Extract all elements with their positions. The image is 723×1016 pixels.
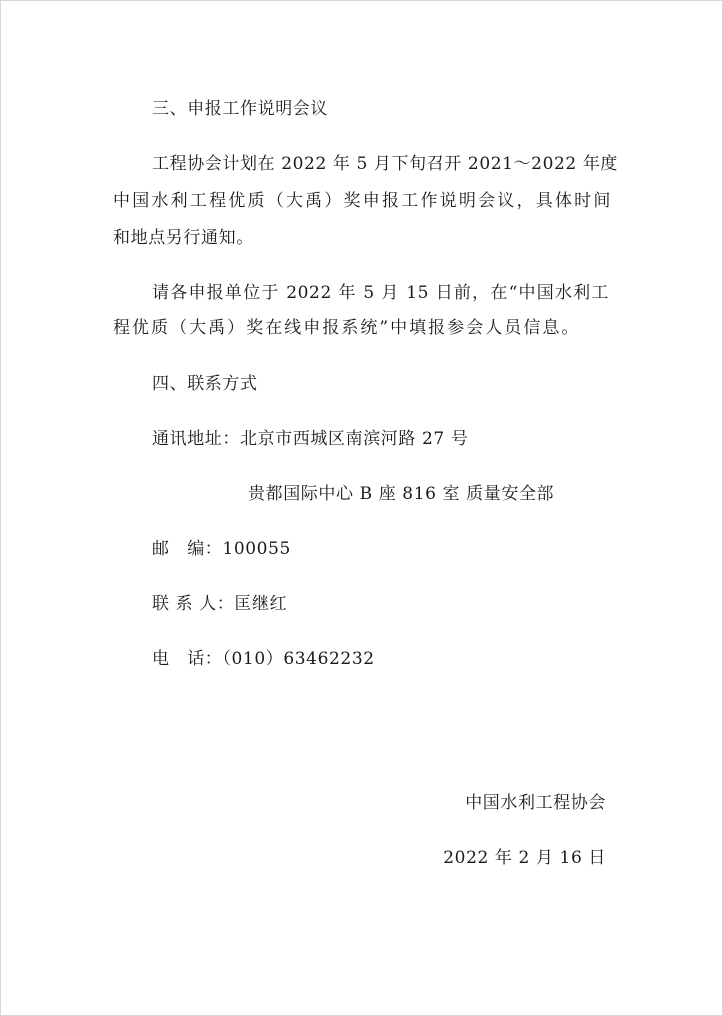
meeting-paragraph-2-line-1 [152, 283, 609, 303]
meeting-paragraph-2-line-2-text: 程优质（大禹）奖在线申报系统”中填报参会人员信息。 [113, 318, 579, 338]
address-value: 北京市西城区南滨河路 27 号 [240, 429, 469, 449]
address-line-2: 贵都国际中心 B 座 816 室 质量安全部 [248, 484, 555, 504]
postcode-value: 100055 [222, 539, 291, 559]
section-heading-meeting: 三、申报工作说明会议 [152, 99, 328, 119]
contact-person-row [152, 594, 287, 614]
postcode-label: 邮 编： [152, 539, 223, 559]
meeting-paragraph-2-line-2 [113, 318, 579, 338]
meeting-paragraph-1-line-1-text: 工程协会计划在 2022 年 5 月下旬召开 2021～2022 年度 [152, 154, 619, 174]
signature-organization: 中国水利工程协会 [465, 793, 606, 813]
meeting-paragraph-1-line-2 [113, 191, 611, 211]
address-row [152, 429, 468, 449]
meeting-paragraph-1-line-1 [152, 154, 619, 174]
phone-value: （010）63462232 [222, 649, 375, 669]
contact-person-value: 匡继红 [234, 594, 288, 614]
section-heading-contact: 四、联系方式 [152, 374, 258, 394]
postcode-row [152, 539, 291, 559]
phone-label: 电 话： [152, 649, 223, 669]
address-label: 通讯地址： [152, 429, 240, 449]
signature-date: 2022 年 2 月 16 日 [443, 848, 606, 868]
meeting-paragraph-1-line-3: 和地点另行通知。 [113, 228, 254, 248]
meeting-paragraph-1-line-2-text: 中国水利工程优质（大禹）奖申报工作说明会议，具体时间 [113, 191, 611, 211]
contact-person-label: 联 系 人： [152, 594, 235, 614]
phone-row [152, 649, 375, 669]
meeting-paragraph-2-line-1-text: 请各申报单位于 2022 年 5 月 15 日前，在“中国水利工 [152, 283, 609, 303]
